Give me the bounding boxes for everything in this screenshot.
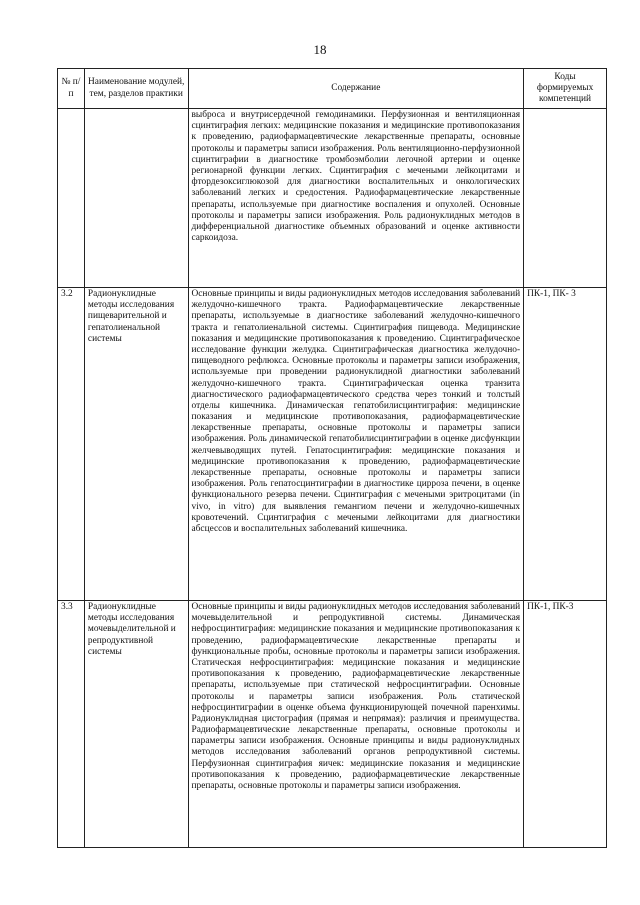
header-name: Наименование модулей, тем, разделов практики [84,69,188,109]
row-num: 3.2 [58,288,85,601]
table-row [58,109,607,288]
row-codes: ПК-1, ПК-3 [524,601,607,848]
header-codes: Коды формируемых компетенций [524,69,607,109]
table-row [58,288,607,601]
row-name: Радионуклидные методы исследования мочевыделительной и репродуктивной системы [84,601,188,848]
row-content: выброса и внутрисердечной гемодинамики. Перфузионная и вентиляционная сцинтиграфия легких: медицинские показания и медицинские противопоказания к проведению, радиофармацевтические лекарственные препараты, основные протоколы и параметры записи изображения. Роль вентиляционно-перфузионной сцинтиграфии в диагностике тромбоэмболии легочной артерии и оценке регионарной функции легких. Сцинтиграфия с мечеными лейкоцитами и фтордезоксиглюкозой для диагностики воспалительных и онкологических заболеваний легких и средостения. Радиофармацевтические лекарственные препараты, используемые при диагностике воспаления и опухолей. Основные протоколы и параметры записи изображения. Роль радионуклидных методов в дифференциальной диагностике объемных образований и оценке активности саркоидоза. [188,109,524,288]
header-num: № п/п [58,69,85,109]
page-number: 18 [313,42,327,57]
table-row [58,601,607,848]
row-num [58,109,85,288]
row-content: Основные принципы и виды радионуклидных методов исследования заболеваний мочевыделительной и репродуктивной системы. Динамическая нефросцинтиграфия: медицинские показания и медицинские противопоказания к проведению, радиофармацевтические лекарственные препараты и функциональные пробы, основные протоколы и параметры записи изображения. Статическая нефросцинтиграфия: медицинские показания и медицинские противопоказания к проведению, радиофармацевтические лекарственные препараты, используемые при статической нефросцинтиграфии. Основные протоколы и параметры записи изображения. Роль статической нефросцинтиграфии в оценке объема функционирующей почечной паренхимы. Радионуклидная цистография (прямая и непрямая): различия и преимущества. Радиофармацевтические лекарственные препараты, основные протоколы и параметры записи изображения. Основные принципы и виды радионуклидных методов исследования заболеваний органов репродуктивной системы. Перфузионная сцинтиграфия яичек: медицинские показания и медицинские противопоказания к проведению, радиофармацевтические лекарственные препараты, основные протоколы и параметры записи изображения. [188,601,524,848]
row-codes [524,109,607,288]
row-content: Основные принципы и виды радионуклидных методов исследования заболеваний желудочно-кишечного тракта. Радиофармацевтические лекарственные препараты, используемые в диагностике заболеваний желудочно-кишечного тракта и гепатолиенальной системы. Сцинтиграфия пищевода. Медицинские показания и медицинские противопоказания к проведению. Сцинтиграфическое исследование функции желудка. Сцинтиграфическая диагностика желудочно-пищеводного рефлюкса. Основные протоколы и параметры записи изображения, используемые при проведении радионуклидной диагностики заболеваний желудочно-кишечного тракта. Сцинтиграфическая оценка транзита диагностического радиофармацевтического средства через тонкий и толстый отделы кишечника. Динамическая гепатобилисцинтиграфия: медицинские показания и медицинские противопоказания, радиофармацевтические лекарственные препараты, основные протоколы и параметры записи изображения. Роль динамической гепатобилисцинтиграфии в оценке дисфункции желчевыводящих путей. Гепатосцинтиграфия: медицинские показания и медицинские противопоказания к проведению, радиофармацевтические лекарственные препараты, основные протоколы и параметры записи изображения. Роль гепатосцинтиграфии в диагностике цирроза печени, в оценке функционального резерва печени. Сцинтиграфия с мечеными эритроцитами (in vivo, in vitro) для выявления гемангиом печени и желудочно-кишечных кровотечений. Сцинтиграфия с мечеными лейкоцитами для диагностики абсцессов и воспалительных заболеваний кишечника. [188,288,524,601]
row-name [84,109,188,288]
header-content: Содержание [188,69,524,109]
row-name: Радионуклидные методы исследования пищеварительной и гепатолиенальной системы [84,288,188,601]
curriculum-table [57,68,607,848]
row-num: 3.3 [58,601,85,848]
table-header-row [58,69,607,109]
row-codes: ПК-1, ПК- 3 [524,288,607,601]
